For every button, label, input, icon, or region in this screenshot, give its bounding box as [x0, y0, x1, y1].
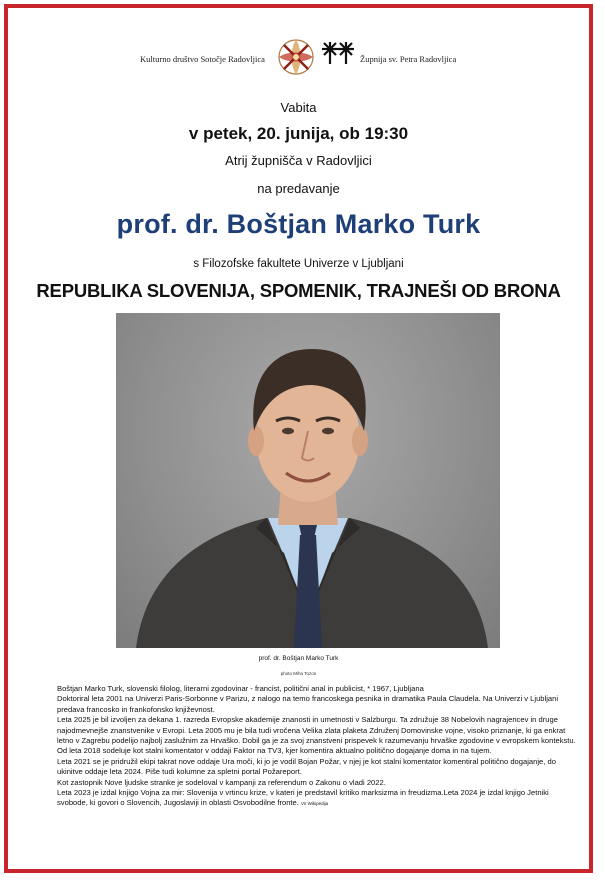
bio-source: Vir Wikipedija [301, 801, 329, 807]
speaker-biography [57, 684, 577, 810]
org-left-name: Kulturno društvo Sotočje Radovljica [140, 54, 265, 64]
speaker-affiliation: s Filozofske fakultete Univerze v Ljubljani [193, 258, 404, 270]
lecture-topic: REPUBLIKA SLOVENIJA, SPOMENIK, TRAJNEŠI OD BRONA [36, 280, 561, 301]
bio-paragraph: Leta 2021 se je pridružil ekipi takrat nove oddaje Ura moči, ki jo je vodil Bojan Požar, v njej je kot stalni komentator komentiral politično dogajanje, do ukinitve oddaje leta 2024. Piše tudi kolumne za spletni portal Požareport. [57, 756, 556, 777]
event-type: na predavanje [257, 181, 340, 196]
portrait-illustration [116, 313, 500, 648]
bio-paragraph: Doktoriral leta 2001 na Univerzi Paris-Sorbonne v Parizu, z nalogo na temo francoskega pesnika in dramatika Paula Claudela. Na Univerzi v Ljubljani predava francosko in frankofonsko književnost. [57, 694, 559, 714]
bio-paragraph-text: Leta 2023 je izdal knjigo Vojna za mir: Slovenija v vrtincu krize, v kateri je predstavil kritiko marksizma in freudizma.Leta 2024 je izdal knjigo Jetniki svobode, ki govori o Slovencih, Jugoslaviji in oblasti Osvobodilne fronte. [57, 788, 549, 808]
parish-emblem-icon [320, 38, 356, 68]
bio-paragraph: Od leta 2018 sodeluje kot stalni komentator v oddaji Faktor na TV3, kjer komentira aktualno politično dogajanje doma in na tujem. [57, 746, 492, 756]
invite-text: Vabita [280, 100, 317, 115]
speaker-name: prof. dr. Boštjan Marko Turk [116, 209, 481, 239]
bio-paragraph: Leta 2025 je bil izvoljen za dekana 1. razreda Evropske akademije znanosti in umetnosti v Salzburgu. Ta združuje 38 Nobelovih nagrajencev in druge najodmevnejše znanstvenike v Evropi. Leta 2005 mu je bila tudi vročena Velika zlata plaketa Združenj Domovinske vojne, visoko priznanje, ki ga enkrat letno v Zagrebu podelijo najbolj zaslužnim za Hrvaško. Dobil ga je za svoj znanstveni prispevek k razumevanju hrvaške zgodovine v evropskem kontekstu. [57, 715, 576, 746]
bio-paragraph: Boštjan Marko Turk, slovenski filolog, literarni zgodovinar - francist, politični anal in publicist, * 1967, Ljubljana [57, 684, 424, 693]
event-datetime: v petek, 20. junija, ob 19:30 [188, 124, 409, 143]
org-right-name: Župnija sv. Petra Radovljica [360, 54, 457, 64]
speaker-photo [116, 313, 500, 648]
photo-credit: photo Miha Tozon [280, 671, 317, 676]
bio-paragraph-last [57, 788, 577, 810]
bio-paragraph: Kot zastopnik Nove ljudske stranke je sodeloval v kampanji za referendum o Zakonu o vladi 2022. [57, 777, 386, 787]
photo-caption: prof. dr. Boštjan Marko Turk [258, 655, 339, 662]
poster [4, 4, 593, 873]
event-venue: Atrij župnišča v Radovljici [225, 153, 372, 168]
header [8, 36, 589, 86]
sotocje-emblem-icon [276, 36, 316, 78]
